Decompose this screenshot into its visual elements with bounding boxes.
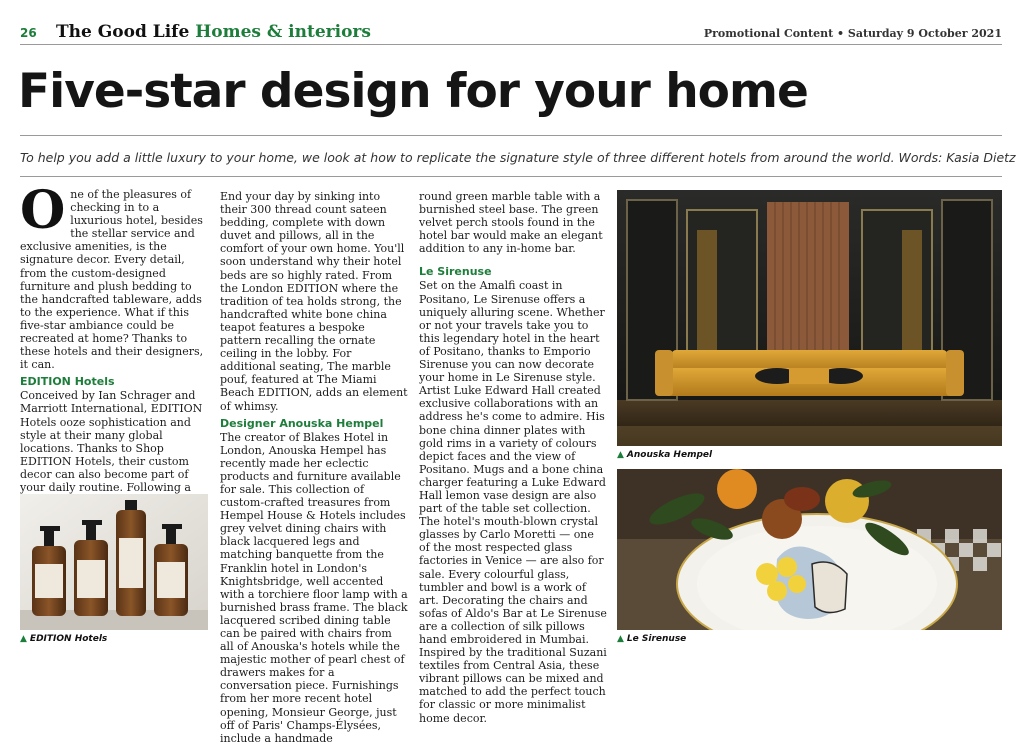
caption-marker-icon: ▲ (617, 634, 624, 644)
article-column-3 (419, 190, 607, 725)
sirenuse-paragraph: Set on the Amalfi coast in Positano, Le Sirenuse offers a uniquely alluring scene. Whether or not your travels take you to this legendary hotel in the heart of Positano, thanks to Emporio Sirenuse you can now decorate your home in Le Sirenuse style. Artist Luke Edward Hall created exclusive collaborations with an address he's come to admire. His bone china dinner plates with gold rims in a variety of colours depict faces and the view of Positano. Mugs and a bone china charger featuring a Luke Edward Hall lemon vase design are also part of the table set collection. The hotel's mouth-blown crystal glasses by Carlo Moretti — one of the most respected glass factories in Venice — are also for sale. Every colourful glass, tumbler and bowl is a work of art. Decorating the chairs and sofas of Aldo's Bar at Le Sirenuse are a collection of silk pillows hand embroidered in Mumbai. Inspired by the traditional Suzani textiles from Central Asia, these vibrant pillows can be mixed and matched to add the perfect touch for classic or more minimalist home decor. (419, 279, 607, 725)
article-column-1 (20, 180, 208, 546)
edition-products-photo (20, 494, 208, 630)
caption-hempel-text: Anouska Hempel (626, 450, 713, 460)
hempel-paragraph: The creator of Blakes Hotel in London, Anouska Hempel has recently made her eclectic products and furniture available for sale. This collection of custom-crafted treasures from Hempel House & Hotels includes grey velvet dining chairs with black lacquered legs and matching banquette from the Franklin hotel in London's Knightsbridge, well accented with a torchiere floor lamp with a burnished brass frame. The black lacquered scribed dining table can be paired with chairs from all of Anouska's hotels while the majestic mother of pearl chest of drawers makes for a conversation piece. Furnishings from her more recent hotel opening, Monsieur George, just off of Paris' Champs-Élysées, include a handmade (220, 430, 408, 745)
standfirst: To help you add a little luxury to your home, we look at how to replicate the signature style of three different hotels from around the world. Words: Kasia Dietz (20, 150, 1016, 165)
intro-paragraph (20, 180, 208, 372)
caption-marker-icon: ▲ (20, 634, 27, 644)
caption-edition-text: EDITION Hotels (29, 634, 108, 644)
headline: Five-star design for your home (18, 64, 808, 119)
sirenuse-table-photo (617, 469, 1002, 630)
masthead (56, 22, 371, 42)
interior-illustration (617, 190, 1002, 446)
subheading-sirenuse: Le Sirenuse (419, 265, 492, 279)
hempel-continued-paragraph: round green marble table with a burnished steel base. The green velvet perch stools found in the hotel bar would make an elegant addition to any in-home bar. (419, 190, 603, 256)
page-number: 26 (20, 26, 37, 40)
article-column-2 (220, 190, 408, 745)
section-title: Homes & interiors (195, 22, 371, 42)
caption-marker-icon: ▲ (617, 450, 624, 460)
subheading-hempel: Designer Anouska Hempel (220, 416, 384, 430)
caption-edition (20, 634, 107, 644)
standfirst-rule (20, 176, 1002, 177)
caption-sirenuse (617, 634, 686, 644)
caption-sirenuse-text: Le Sirenuse (626, 634, 687, 644)
drop-cap: O (20, 180, 66, 241)
caption-hempel (617, 450, 712, 460)
bottles-illustration (20, 494, 208, 630)
intro-text: ne of the pleasures of checking in to a luxurious hotel, besides the stellar service and exclusive amenities, is the signature decor. Every detail, from the custom-designed furniture and plush bedding to the handcrafted tableware, adds to the experience. What if this five-star ambiance could be recreated at home? Thanks to these hotels and their designers, it can. (20, 188, 204, 372)
edition-paragraph: Conceived by Ian Schrager and Marriott International, EDITION Hotels ooze sophistication and style at their many global locations. Thanks to Shop EDITION Hotels, their custom decor can also become part of your daily routine. Following a (20, 389, 203, 494)
hempel-interior-photo (617, 190, 1002, 446)
publication-title: The Good Life (56, 22, 190, 42)
header-rule (20, 44, 1002, 45)
edition-continued-paragraph: End your day by sinking into their 300 thread count sateen bedding, complete with down duvet and pillows, all in the comfort of your own home. You'll soon understand why their hotel beds are so highly rated. From the London EDITION where the tradition of tea holds strong, the handcrafted white bone china teapot features a bespoke pattern recalling the ornate ceiling in the lobby. For additional seating, The marble pouf, featured at The Miami Beach EDITION, adds an element of whimsy. (220, 190, 408, 413)
subheading-edition: EDITION Hotels (20, 375, 115, 389)
dateline: Promotional Content • Saturday 9 October 2021 (703, 27, 1002, 40)
tableware-illustration (617, 469, 1002, 630)
headline-rule (20, 135, 1002, 136)
